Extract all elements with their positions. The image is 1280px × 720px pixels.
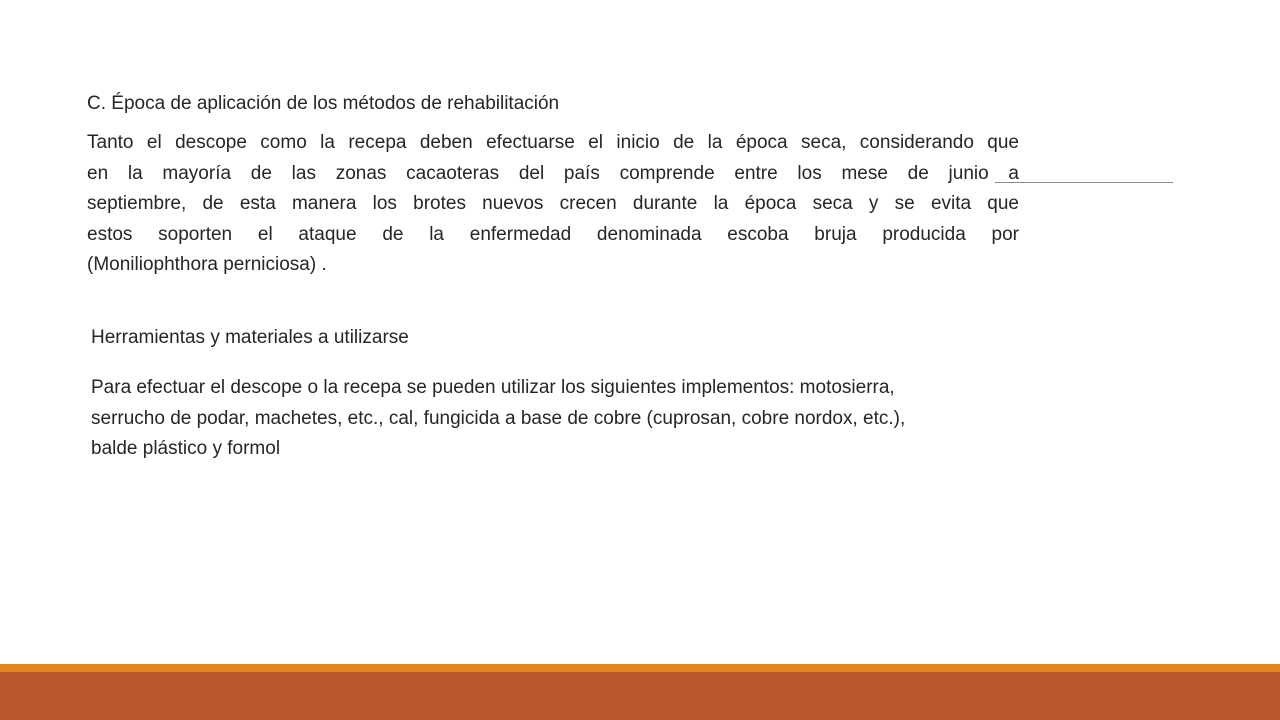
tools-paragraph: [91, 373, 1051, 465]
paragraph-line: en la mayoría de las zonas cacaoteras del país comprende entre los mese de junio a: [87, 162, 1019, 184]
paragraph-line: Tanto el descope como la recepa deben efectuarse el inicio de la época seca, considerando que: [87, 132, 1019, 153]
section-c-heading: C. Época de aplicación de los métodos de rehabilitación: [87, 93, 560, 114]
divider-line: [995, 182, 1173, 183]
section-c-paragraph: [87, 128, 1019, 281]
paragraph-line: (Moniliophthora perniciosa) .: [87, 254, 327, 275]
footer-accent-bar: [0, 664, 1280, 672]
paragraph-line: septiembre, de esta manera los brotes nuevos crecen durante la época seca y se evita que: [87, 193, 1019, 214]
paragraph-line: balde plástico y formol: [91, 438, 281, 459]
tools-heading: Herramientas y materiales a utilizarse: [91, 327, 409, 348]
footer-bar: [0, 672, 1280, 720]
paragraph-line: Para efectuar el descope o la recepa se pueden utilizar los siguientes implementos: motosierra,: [91, 377, 895, 398]
paragraph-line: estos soporten el ataque de la enfermedad denominada escoba bruja producida por: [87, 223, 1019, 245]
paragraph-line: serrucho de podar, machetes, etc., cal, fungicida a base de cobre (cuprosan, cobre nordox, etc.),: [91, 407, 906, 429]
